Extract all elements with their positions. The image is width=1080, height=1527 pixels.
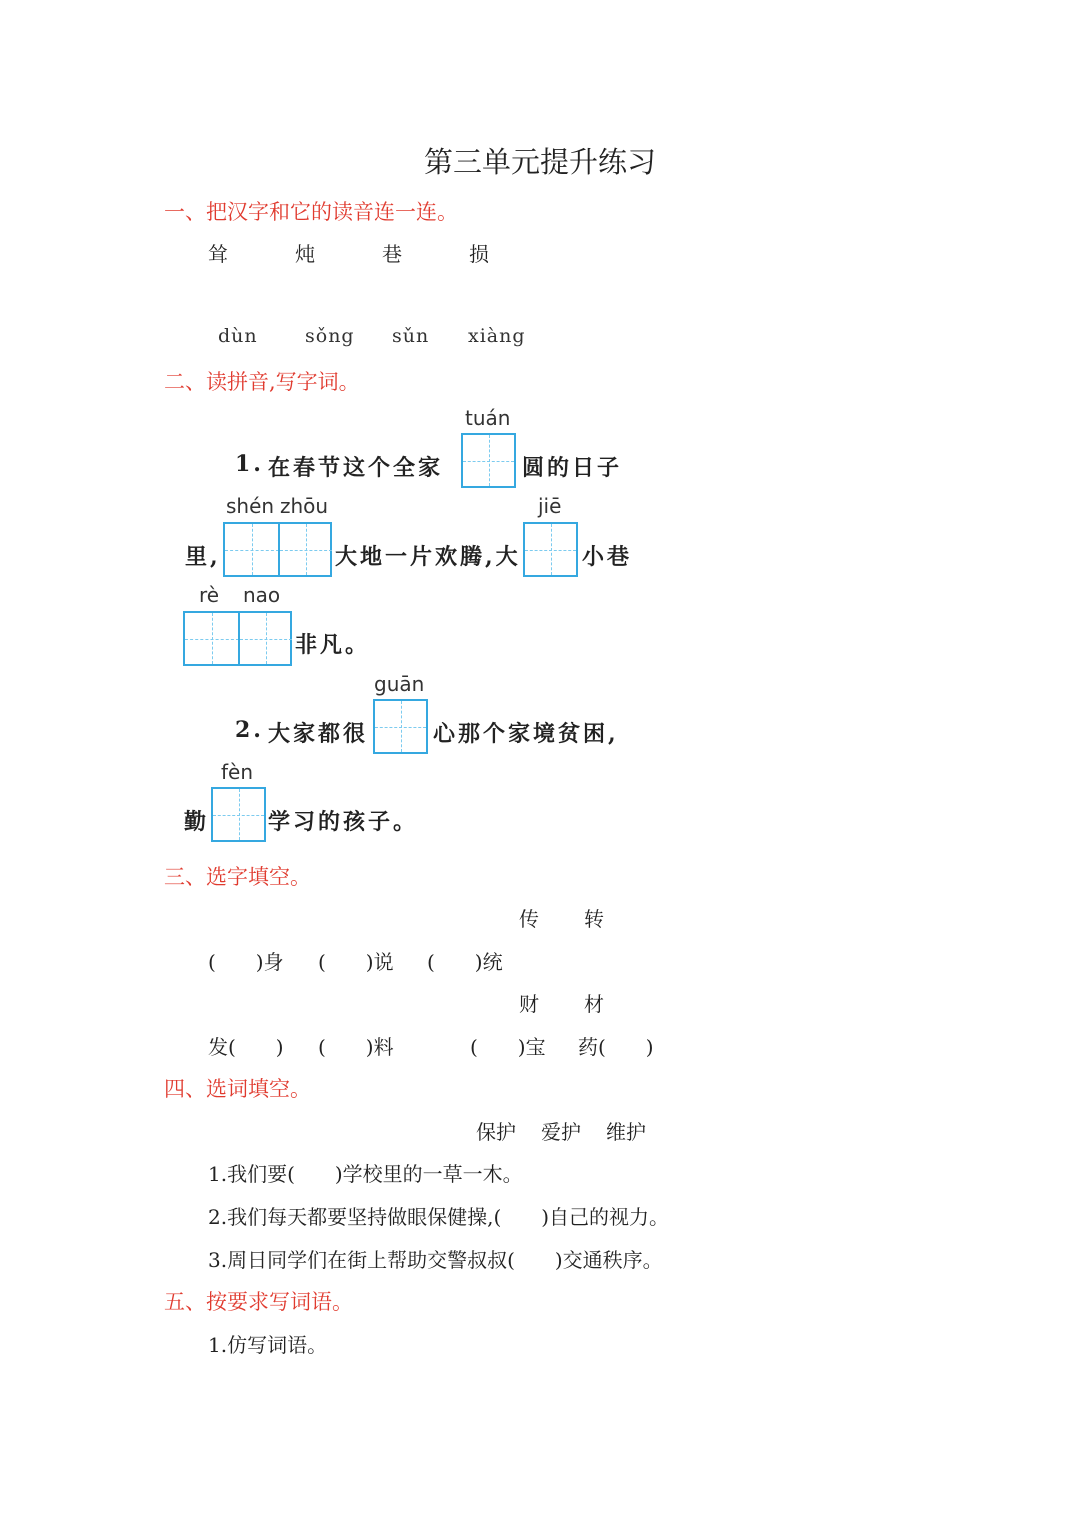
- pinyin-label: jiē: [538, 494, 562, 518]
- section-3-heading: 三、选字填空。: [164, 865, 311, 889]
- sentence-text: 小巷: [582, 544, 633, 570]
- char-item: 巷: [382, 242, 402, 266]
- option-char: 材: [584, 992, 604, 1016]
- write-box[interactable]: [183, 611, 292, 666]
- fill-blank-item: 药( ): [578, 1035, 654, 1059]
- pinyin-label: zhōu: [280, 494, 329, 518]
- fill-blank-item: ( )身: [208, 950, 284, 974]
- sentence-text: 学习的孩子。: [268, 809, 419, 835]
- sentence-text: 勤: [184, 809, 210, 835]
- section-1-heading: 一、把汉字和它的读音连一连。: [164, 200, 458, 224]
- write-box[interactable]: [461, 433, 516, 488]
- char-item: 炖: [295, 242, 315, 266]
- option-char: 传: [519, 907, 539, 931]
- sentence-text: 非凡。: [295, 632, 371, 658]
- question-text: 2.我们每天都要坚持做眼保健操,( )自己的视力。: [208, 1205, 670, 1229]
- fill-blank-item: ( )说: [318, 950, 394, 974]
- write-box[interactable]: [373, 699, 428, 754]
- question-number: 1.: [235, 451, 264, 477]
- question-text: 3.周日同学们在街上帮助交警叔叔( )交通秩序。: [208, 1248, 663, 1272]
- sentence-text: 圆的日子: [522, 455, 623, 481]
- option-word: 维护: [606, 1120, 646, 1144]
- pinyin-item: sǔn: [392, 325, 430, 347]
- sentence-text: 大地一片欢腾,大: [335, 544, 521, 570]
- section-4-heading: 四、选词填空。: [164, 1077, 311, 1101]
- pinyin-item: dùn: [218, 325, 258, 347]
- fill-blank-item: ( )料: [318, 1035, 394, 1059]
- pinyin-label: shén: [226, 494, 275, 518]
- write-box[interactable]: [223, 522, 332, 577]
- write-box[interactable]: [523, 522, 578, 577]
- sentence-text: 大家都很: [268, 721, 369, 747]
- char-item: 耸: [208, 242, 228, 266]
- fill-blank-item: ( )统: [427, 950, 503, 974]
- fill-blank-item: ( )宝: [470, 1035, 546, 1059]
- question-number: 2.: [235, 717, 264, 743]
- fill-blank-item: 发( ): [208, 1035, 284, 1059]
- pinyin-label: tuán: [465, 406, 511, 430]
- sentence-text: 心那个家境贫困,: [433, 721, 619, 747]
- question-text: 1.我们要( )学校里的一草一木。: [208, 1162, 523, 1186]
- pinyin-item: sǒng: [305, 325, 355, 347]
- write-box[interactable]: [211, 787, 266, 842]
- option-char: 财: [519, 992, 539, 1016]
- option-word: 保护: [476, 1120, 516, 1144]
- pinyin-label: rè: [199, 583, 220, 607]
- pinyin-label: fèn: [221, 760, 254, 784]
- pinyin-label: guān: [374, 672, 425, 696]
- char-item: 损: [469, 242, 489, 266]
- option-word: 爱护: [541, 1120, 581, 1144]
- pinyin-item: xiàng: [468, 325, 526, 347]
- section-5-heading: 五、按要求写词语。: [164, 1290, 353, 1314]
- section-2-heading: 二、读拼音,写字词。: [164, 370, 360, 394]
- question-text: 1.仿写词语。: [208, 1333, 328, 1357]
- sentence-text: 在春节这个全家: [268, 455, 444, 481]
- page-title: 第三单元提升练习: [423, 145, 656, 179]
- sentence-text: 里,: [185, 544, 221, 570]
- pinyin-label: nao: [243, 583, 281, 607]
- option-char: 转: [584, 907, 604, 931]
